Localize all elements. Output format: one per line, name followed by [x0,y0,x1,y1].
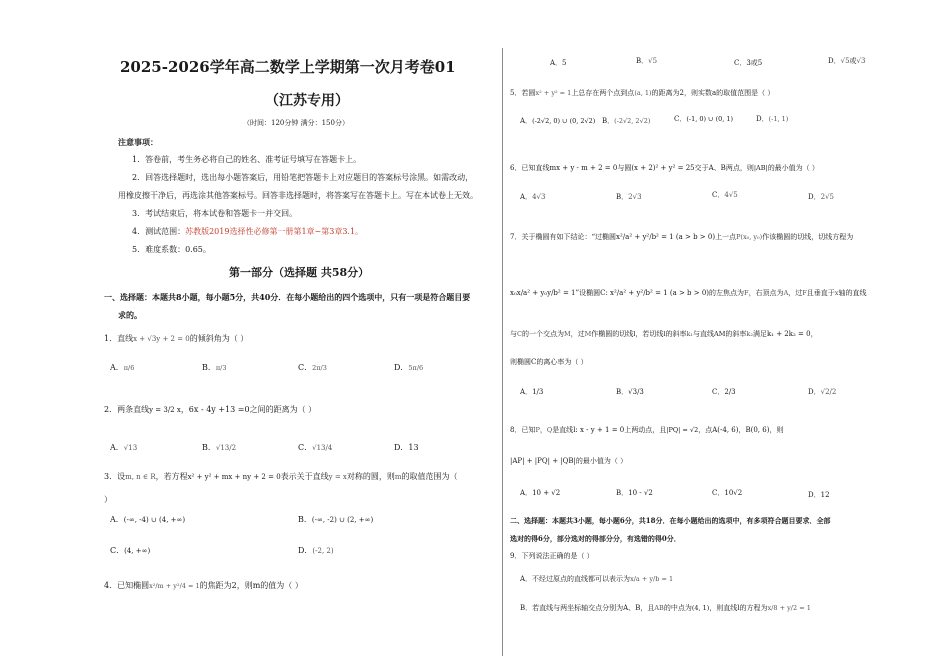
q3-close-paren: ） [104,495,112,504]
q6-option-d[interactable]: D．2√5 [808,193,834,201]
section-one-instruction: 一、选择题：本题共8小题，每小题5分，共40分．在每小题给出的四个选项中，只有一项是符合题目要 [104,292,471,302]
q9-option-b[interactable]: B．若直线与两坐标轴交点分别为A、B，且AB的中点为(4, 1)，则直线l的方程为x/8 + y/2 = 1 [520,604,811,612]
q2-option-b[interactable]: B．√13/2 [202,443,237,452]
notice-heading: 注意事项： [118,137,158,147]
question-7-line-3: 与C的一个交点为M，过M作椭圆的切线l，若切线l的斜率k₁与直线AM的斜率k₂满足k₁ + 2k₂ = 0， [510,330,818,338]
q2-option-c[interactable]: C．√13/4 [298,443,333,452]
q7-option-d[interactable]: D．√2/2 [808,388,837,396]
notice-item: 1．答卷前，考生务必将自己的姓名、准考证号填写在答题卡上。 [132,155,362,164]
q3-option-c[interactable]: C．(4, +∞) [110,546,151,555]
q6-option-a[interactable]: A．4√3 [520,193,546,201]
question-3: 3．设m, n ∈ R，若方程x² + y² + mx + ny + 2 = 0表示关于直线y = x对称的圆，则m的取值范围为（ [104,472,458,481]
q2-option-d[interactable]: D．13 [394,443,419,452]
question-8: 8．已知P，Q是直线l: x - y + 1 = 0上两动点，且|PQ| = √2，点A(-4, 6)，B(0, 6)，则 [510,426,784,434]
notice-item: 用橡皮擦干净后，再选涂其他答案标号。回答非选择题时，将答案写在答题卡上。写在本试卷上无效。 [118,191,478,200]
question-4: 4．已知椭圆x²/m + y²/4 = 1的焦距为2，则m的值为（ ） [104,581,303,590]
section-two-instruction: 二、选择题：本题共3小题，每小题6分，共18分．在每小题给出的选项中，有多项符合题目要求．全部 [510,516,831,525]
q4-option-d[interactable]: D．√5或√3 [828,57,866,65]
notice-item: 2．回答选择题时，选出每小题答案后，用铅笔把答题卡上对应题目的答案标号涂黑。如需改动， [132,173,474,182]
q1-expression: x + √3y + 2 = 0 [133,335,190,343]
question-2: 2．两条直线y = 3/2 x，6x - 4y +13 =0之间的距离为（ ） [104,405,317,414]
notice-item: 5．难度系数：0.65。 [132,245,211,254]
q3-option-d[interactable]: D．(-2, 2) [298,546,334,555]
page-subtitle: （江苏专用） [265,93,349,109]
notice-range-value: 苏教版2019选择性必修第一册第1章~第3章3.1。 [185,227,364,236]
question-7: 7．关于椭圆有如下结论：“过椭圆x²/a² + y²/b² = 1 (a > b > 0)上一点P(x₀, y₀)作该椭圆的切线，切线方程为 [510,233,854,241]
q4-option-c[interactable]: C．3或5 [734,59,763,67]
q9-option-a[interactable]: A．不经过原点的直线都可以表示为x/a + y/b = 1 [520,575,674,583]
q7-option-a[interactable]: A．1/3 [520,388,544,396]
q7-option-c[interactable]: C．2/3 [712,388,736,396]
q5-option-c[interactable]: C．(-1, 0) ∪ (0, 1) [674,115,734,123]
q5-option-a[interactable]: A．(-2√2, 0) ∪ (0, 2√2) [520,117,596,125]
question-8-line-2: |AP| + |PQ| + |QB|的最小值为（ ） [510,457,628,465]
part-one-title: 第一部分（选择题 共58分） [229,266,370,279]
notice-item: 3．考试结束后，将本试卷和答题卡一并交回。 [132,209,298,218]
question-6: 6．已知直线mx + y - m + 2 = 0与圆(x + 2)² + y² = 25交于A、B两点，则|AB|的最小值为（ ） [510,164,819,172]
section-one-instruction-cont: 求的。 [118,310,142,320]
question-9: 9．下列说法正确的是（ ） [510,552,594,560]
q1-option-b[interactable]: B．π/3 [202,363,227,372]
q8-option-c[interactable]: C．10√2 [712,489,743,497]
q5-option-b[interactable]: B．(-2√2, 2√2) [602,117,651,125]
q1-option-c[interactable]: C．2π/3 [298,363,327,372]
q4-option-a[interactable]: A．5 [550,59,567,67]
q6-option-c[interactable]: C．4√5 [712,191,738,199]
q3-option-a[interactable]: A．(-∞, -4) ∪ (4, +∞) [110,515,186,524]
q8-option-d[interactable]: D．12 [808,491,830,499]
q7-option-b[interactable]: B．√3/3 [616,388,644,396]
q8-option-a[interactable]: A．10 + √2 [520,489,561,497]
q1-option-a[interactable]: A．π/6 [110,363,135,372]
question-7-line-4: 则椭圆C的离心率为（ ） [510,358,588,366]
q5-option-d[interactable]: D．(-1, 1) [756,115,789,123]
q1-option-d[interactable]: D．5π/6 [394,363,424,372]
q3-option-b[interactable]: B．(-∞, -2) ∪ (2, +∞) [298,515,374,524]
question-5: 5．若圆x² + y² = 1上总存在两个点到点(a, 1)的距离为2，则实数a的取值范围是（ ） [510,89,775,97]
column-divider [502,48,503,656]
time-info: （时间：120分钟 满分：150分） [243,119,349,127]
question-7-line-2: x₀x/a² + y₀y/b² = 1”设椭圆C: x²/a² + y²/b² = 1 (a > b > 0)的左焦点为F，右顶点为A，过F且垂直于x轴的直线 [510,289,867,297]
right-column [506,0,950,672]
page-title: 2025-2026学年高二数学上学期第一次月考卷01 [120,58,456,76]
notice-item [132,226,363,237]
q2-expression: y = 3/2 x [149,406,181,414]
q8-option-b[interactable]: B．10 - √2 [616,489,653,497]
question-1: 1．直线x + √3y + 2 = 0的倾斜角为（ ） [104,334,249,343]
q4-option-b[interactable]: B．√5 [636,57,658,65]
q6-option-b[interactable]: B．2√3 [616,193,642,201]
notice-range-label: 4．测试范围： [132,227,186,236]
section-two-instruction-cont: 选对的得6分，部分选对的得部分分，有选错的得0分． [510,534,681,543]
q2-option-a[interactable]: A．√13 [110,443,138,452]
